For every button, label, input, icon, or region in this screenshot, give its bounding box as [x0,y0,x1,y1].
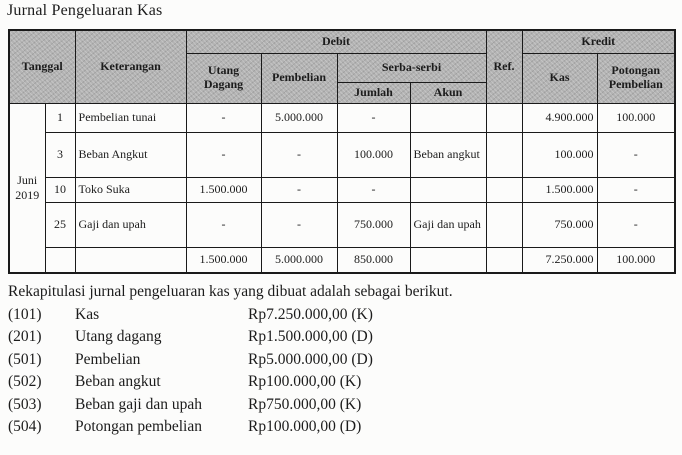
totals-row [9,247,675,273]
cell-keterangan: Beban Angkut [75,132,186,177]
header-row-1 [9,30,675,53]
account-name: Beban angkut [75,373,161,391]
cell-total-akun [410,247,486,273]
cell-pembelian: - [261,202,337,247]
cell-keterangan-empty [75,247,186,273]
cell-total-kas: 7.250.000 [522,247,597,273]
list-item [8,328,674,350]
header-keterangan: Keterangan [75,30,186,103]
cell-kas: 100.000 [522,132,597,177]
page-title: Jurnal Pengeluaran Kas [7,2,163,19]
cell-total-ref [486,247,522,273]
cell-potongan-pembelian: - [597,177,675,202]
cell-akun [410,177,486,202]
table-row [9,103,675,132]
header-potongan-pembelian: Potongan Pembelian [597,53,675,103]
list-item [8,373,674,395]
cell-ref [486,103,522,132]
cell-total-utang-dagang: 1.500.000 [186,247,261,273]
cell-potongan-pembelian: - [597,132,675,177]
recap-intro-text: Rekapitulasi jurnal pengeluaran kas yang dibuat adalah sebagai berikut. [8,283,453,300]
header-tanggal: Tanggal [9,30,75,103]
recap-section [8,283,674,440]
cell-potongan-pembelian: 100.000 [597,103,675,132]
account-amount: Rp750.000,00 (K) [248,395,362,413]
account-amount: Rp1.500.000,00 (D) [248,328,373,346]
cell-ref [486,177,522,202]
cell-day: 3 [45,132,75,177]
account-amount: Rp100.000,00 (K) [248,373,362,391]
cell-pembelian: - [261,132,337,177]
cell-kas: 1.500.000 [522,177,597,202]
account-code: (501) [8,350,42,368]
cell-day: 10 [45,177,75,202]
account-amount: Rp100.000,00 (D) [248,417,362,435]
cell-jumlah: - [337,103,410,132]
header-jumlah: Jumlah [337,82,410,103]
cell-kas: 4.900.000 [522,103,597,132]
table-row [9,202,675,247]
cell-ref [486,132,522,177]
cell-keterangan: Toko Suka [75,177,186,202]
account-amount: Rp7.250.000,00 (K) [248,306,373,323]
header-akun: Akun [410,82,486,103]
cell-akun [410,103,486,132]
cell-utang-dagang: - [186,202,261,247]
journal-table [8,29,676,274]
account-name: Utang dagang [75,328,162,346]
account-name: Pembelian [75,350,141,368]
cell-total-jumlah: 850.000 [337,247,410,273]
header-serba-serbi: Serba-serbi [337,53,486,82]
cell-akun: Beban angkut [410,132,486,177]
cell-day: 1 [45,103,75,132]
cell-potongan-pembelian: - [597,202,675,247]
cell-total-pembelian: 5.000.000 [261,247,337,273]
table-row [9,177,675,202]
account-name: Potongan pembelian [75,417,202,435]
cell-utang-dagang: 1.500.000 [186,177,261,202]
account-code: (503) [8,395,42,413]
cell-utang-dagang: - [186,132,261,177]
account-code: (101) [8,306,42,323]
cell-jumlah: 100.000 [337,132,410,177]
account-name: Kas [75,306,100,323]
cell-day-empty [45,247,75,273]
cell-pembelian: - [261,177,337,202]
header-debit: Debit [186,30,486,53]
account-code: (504) [8,417,42,435]
header-pembelian: Pembelian [261,53,337,103]
cell-akun: Gaji dan upah [410,202,486,247]
header-kas: Kas [522,53,597,103]
list-item [8,418,674,440]
header-ref: Ref. [486,30,522,103]
list-item [8,306,674,328]
cell-ref [486,202,522,247]
header-utang-dagang: Utang Dagang [186,53,261,103]
list-item [8,351,674,373]
cell-day: 25 [45,202,75,247]
header-kredit: Kredit [522,30,675,53]
cell-keterangan: Pembelian tunai [75,103,186,132]
cell-keterangan: Gaji dan upah [75,202,186,247]
cell-month: Juni 2019 [9,103,45,273]
cell-pembelian: 5.000.000 [261,103,337,132]
cell-jumlah: - [337,177,410,202]
cell-total-potongan-pembelian: 100.000 [597,247,675,273]
cell-kas: 750.000 [522,202,597,247]
account-code: (502) [8,373,42,391]
account-amount: Rp5.000.000,00 (D) [248,350,373,368]
cell-utang-dagang: - [186,103,261,132]
list-item [8,396,674,418]
account-name: Beban gaji dan upah [75,395,202,413]
account-code: (201) [8,328,42,346]
table-row [9,132,675,177]
cell-jumlah: 750.000 [337,202,410,247]
